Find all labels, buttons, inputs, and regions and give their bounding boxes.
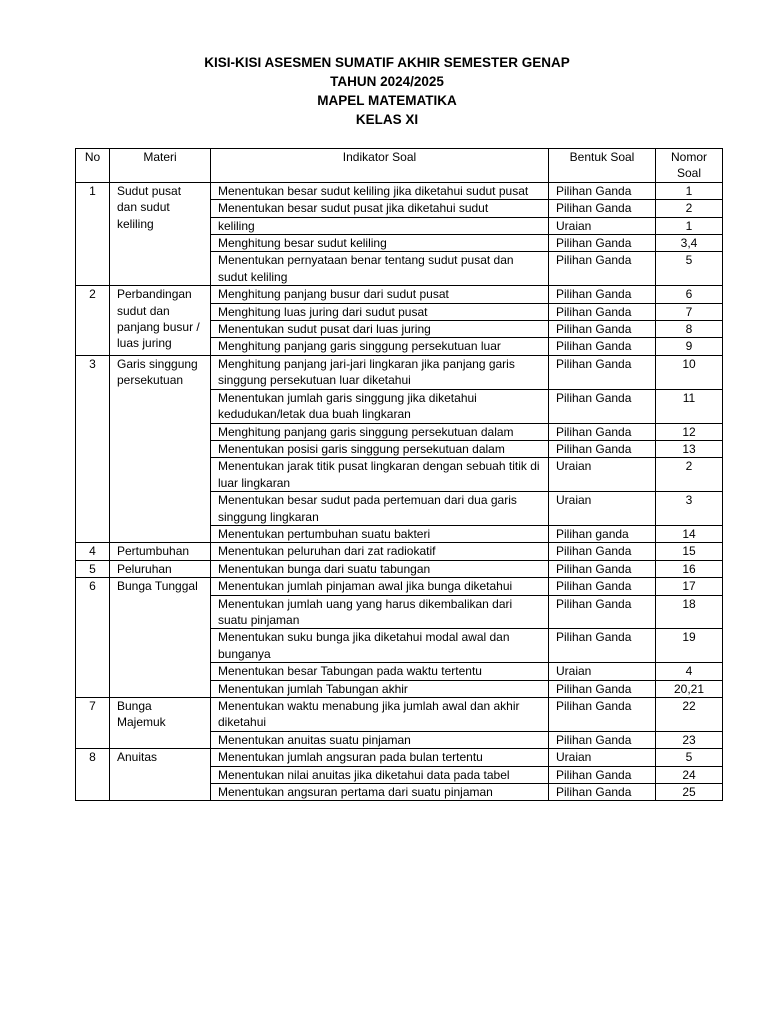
cell-bentuk: Pilihan Ganda <box>549 389 656 423</box>
header-nomor-line-2: Soal <box>676 166 702 181</box>
cell-materi: Peluruhan <box>110 560 211 577</box>
cell-nomor: 10 <box>656 355 723 389</box>
cell-nomor: 6 <box>656 286 723 303</box>
cell-bentuk: Pilihan Ganda <box>549 578 656 595</box>
cell-nomor: 5 <box>656 749 723 766</box>
cell-bentuk: Pilihan Ganda <box>549 629 656 663</box>
cell-bentuk: Pilihan Ganda <box>549 595 656 629</box>
table-row <box>76 578 723 595</box>
cell-indikator: Menentukan nilai anuitas jika diketahui data pada tabel <box>211 766 549 783</box>
header-no: No <box>76 149 110 183</box>
cell-bentuk: Pilihan Ganda <box>549 182 656 199</box>
cell-nomor: 4 <box>656 663 723 680</box>
cell-nomor: 8 <box>656 321 723 338</box>
cell-materi: Bunga Majemuk <box>110 698 211 749</box>
table-body <box>76 182 723 801</box>
cell-bentuk: Pilihan Ganda <box>549 286 656 303</box>
cell-nomor: 14 <box>656 525 723 542</box>
cell-bentuk: Pilihan Ganda <box>549 252 656 286</box>
cell-indikator: Menentukan jumlah Tabungan akhir <box>211 680 549 697</box>
cell-indikator: Menentukan peluruhan dari zat radiokatif <box>211 543 549 560</box>
cell-materi: Bunga Tunggal <box>110 578 211 698</box>
cell-bentuk: Uraian <box>549 217 656 234</box>
cell-indikator: Menentukan sudut pusat dari luas juring <box>211 321 549 338</box>
header-bentuk: Bentuk Soal <box>549 149 656 183</box>
cell-nomor: 15 <box>656 543 723 560</box>
cell-indikator: Menentukan waktu menabung jika jumlah awal dan akhir diketahui <box>211 698 549 732</box>
cell-bentuk: Pilihan Ganda <box>549 731 656 748</box>
cell-nomor: 2 <box>656 458 723 492</box>
cell-indikator: Menentukan besar sudut keliling jika diketahui sudut pusat <box>211 182 549 199</box>
cell-nomor: 24 <box>656 766 723 783</box>
cell-bentuk: Pilihan Ganda <box>549 560 656 577</box>
cell-indikator: Menentukan anuitas suatu pinjaman <box>211 731 549 748</box>
cell-no: 1 <box>76 182 110 285</box>
cell-nomor: 13 <box>656 440 723 457</box>
cell-no: 3 <box>76 355 110 542</box>
cell-no: 4 <box>76 543 110 560</box>
cell-bentuk: Pilihan Ganda <box>549 200 656 217</box>
header-materi: Materi <box>110 149 211 183</box>
cell-indikator: Menghitung besar sudut keliling <box>211 235 549 252</box>
cell-bentuk: Pilihan Ganda <box>549 680 656 697</box>
cell-bentuk: Pilihan Ganda <box>549 235 656 252</box>
cell-nomor: 17 <box>656 578 723 595</box>
cell-nomor: 1 <box>656 182 723 199</box>
cell-nomor: 22 <box>656 698 723 732</box>
cell-nomor: 9 <box>656 338 723 355</box>
cell-bentuk: Pilihan Ganda <box>549 303 656 320</box>
table-row <box>76 560 723 577</box>
cell-nomor: 11 <box>656 389 723 423</box>
cell-indikator: Menentukan jarak titik pusat lingkaran dengan sebuah titik di luar lingkaran <box>211 458 549 492</box>
cell-indikator: Menghitung panjang garis singgung persekutuan dalam <box>211 423 549 440</box>
cell-nomor: 18 <box>656 595 723 629</box>
cell-bentuk: Pilihan Ganda <box>549 698 656 732</box>
cell-indikator: Menentukan besar Tabungan pada waktu tertentu <box>211 663 549 680</box>
heading-line-2: TAHUN 2024/2025 <box>330 74 444 89</box>
cell-indikator: Menentukan angsuran pertama dari suatu pinjaman <box>211 784 549 801</box>
cell-no: 8 <box>76 749 110 801</box>
cell-no: 7 <box>76 698 110 749</box>
table-row <box>76 286 723 303</box>
cell-bentuk: Pilihan Ganda <box>549 766 656 783</box>
cell-nomor: 1 <box>656 217 723 234</box>
cell-bentuk: Pilihan Ganda <box>549 784 656 801</box>
cell-nomor: 2 <box>656 200 723 217</box>
header-nomor <box>656 149 723 183</box>
cell-nomor: 20,21 <box>656 680 723 697</box>
cell-bentuk: Pilihan Ganda <box>549 423 656 440</box>
cell-indikator: Menentukan jumlah uang yang harus dikembalikan dari suatu pinjaman <box>211 595 549 629</box>
cell-nomor: 7 <box>656 303 723 320</box>
cell-nomor: 23 <box>656 731 723 748</box>
table-row <box>76 749 723 766</box>
cell-nomor: 12 <box>656 423 723 440</box>
header-indikator: Indikator Soal <box>211 149 549 183</box>
cell-bentuk: Pilihan Ganda <box>549 321 656 338</box>
cell-nomor: 5 <box>656 252 723 286</box>
cell-indikator: Menentukan jumlah garis singgung jika diketahui kedudukan/letak dua buah lingkaran <box>211 389 549 423</box>
heading-line-3: MAPEL MATEMATIKA <box>317 93 457 108</box>
cell-bentuk: Uraian <box>549 458 656 492</box>
cell-bentuk: Uraian <box>549 749 656 766</box>
cell-indikator: Menentukan jumlah pinjaman awal jika bunga diketahui <box>211 578 549 595</box>
cell-indikator: Menghitung panjang jari-jari lingkaran jika panjang garis singgung persekutuan luar diketahui <box>211 355 549 389</box>
table-row <box>76 355 723 389</box>
table-row <box>76 543 723 560</box>
cell-indikator: Menghitung panjang garis singgung persekutuan luar <box>211 338 549 355</box>
cell-indikator: Menghitung panjang busur dari sudut pusat <box>211 286 549 303</box>
cell-nomor: 19 <box>656 629 723 663</box>
cell-materi: Pertumbuhan <box>110 543 211 560</box>
cell-indikator: keliling <box>211 217 549 234</box>
cell-materi: Perbandingan sudut dan panjang busur / luas juring <box>110 286 211 356</box>
kisi-kisi-table <box>75 148 723 801</box>
cell-indikator: Menentukan jumlah angsuran pada bulan tertentu <box>211 749 549 766</box>
heading-line-1: KISI-KISI ASESMEN SUMATIF AKHIR SEMESTER GENAP <box>204 55 570 70</box>
heading-line-4: KELAS XI <box>355 112 419 127</box>
cell-indikator: Menghitung luas juring dari sudut pusat <box>211 303 549 320</box>
cell-materi: Anuitas <box>110 749 211 801</box>
cell-indikator: Menentukan bunga dari suatu tabungan <box>211 560 549 577</box>
cell-bentuk: Uraian <box>549 663 656 680</box>
cell-indikator: Menentukan posisi garis singgung persekutuan dalam <box>211 440 549 457</box>
document-heading <box>0 53 768 129</box>
cell-indikator: Menentukan pertumbuhan suatu bakteri <box>211 525 549 542</box>
cell-bentuk: Pilihan Ganda <box>549 355 656 389</box>
cell-no: 6 <box>76 578 110 698</box>
cell-nomor: 3,4 <box>656 235 723 252</box>
cell-indikator: Menentukan besar sudut pusat jika diketahui sudut <box>211 200 549 217</box>
cell-bentuk: Pilihan Ganda <box>549 440 656 457</box>
cell-indikator: Menentukan suku bunga jika diketahui modal awal dan bunganya <box>211 629 549 663</box>
cell-nomor: 16 <box>656 560 723 577</box>
cell-bentuk: Pilihan ganda <box>549 525 656 542</box>
table-row <box>76 698 723 732</box>
table-row <box>76 182 723 199</box>
header-nomor-line-1: Nomor <box>670 150 707 164</box>
table-header-row <box>76 149 723 183</box>
cell-materi: Sudut pusat dan sudut keliling <box>110 182 211 285</box>
cell-no: 5 <box>76 560 110 577</box>
cell-materi: Garis singgung persekutuan <box>110 355 211 542</box>
cell-bentuk: Pilihan Ganda <box>549 543 656 560</box>
cell-nomor: 25 <box>656 784 723 801</box>
cell-bentuk: Pilihan Ganda <box>549 338 656 355</box>
cell-no: 2 <box>76 286 110 356</box>
cell-nomor: 3 <box>656 492 723 526</box>
cell-bentuk: Uraian <box>549 492 656 526</box>
cell-indikator: Menentukan besar sudut pada pertemuan dari dua garis singgung lingkaran <box>211 492 549 526</box>
cell-indikator: Menentukan pernyataan benar tentang sudut pusat dan sudut keliling <box>211 252 549 286</box>
